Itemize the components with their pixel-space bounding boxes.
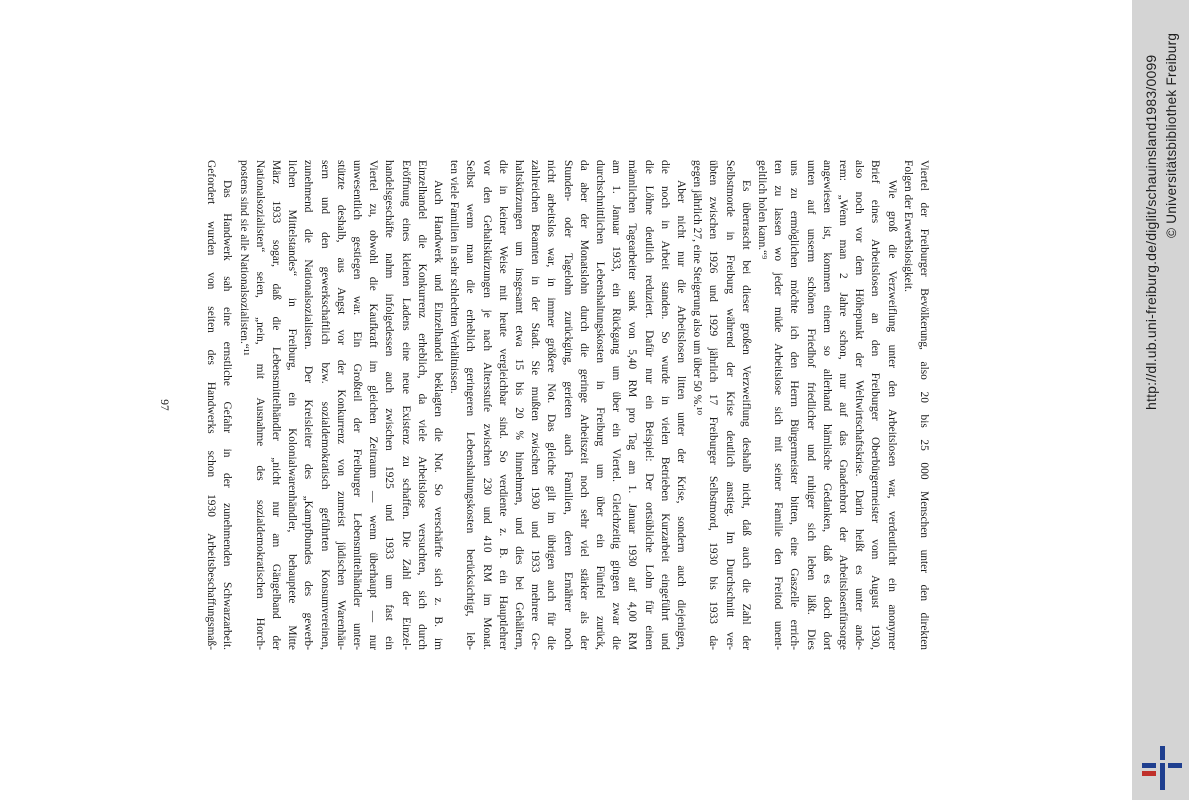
logo-accent	[1142, 771, 1156, 776]
text-line: März 1933 sogar, daß die Lebensmittelhändler „nicht nur am Gängelband der	[270, 160, 282, 650]
text-line: Brief eines Arbeitslosen an den Freiburger Oberbürgermeister vom August 1930,	[869, 160, 882, 650]
text-line: die Löhne deutlich reduziert. Dafür nur ein Beispiel: Der ortsübliche Lohn für einen	[642, 160, 655, 650]
text-line: nicht arbeitslos war, in immer größere Not. Das gleiche gilt im übrigen auch für die	[545, 160, 558, 650]
text-line: zahlreichen Beamten in der Stadt. Sie mußten zwischen 1930 und 1933 mehrere Ge-	[529, 160, 542, 650]
ub-freiburg-logo-icon	[1140, 744, 1184, 792]
text-line: Selbst wenn man die erheblich geringeren Lebenshaltungskosten berücksichtigt, leb-	[464, 160, 477, 650]
text-line: zunehmend die Nationalsozialisten. Der Kreisleiter des „Kampfbundes des gewerb-	[302, 160, 315, 650]
text-line: männlichen Tagearbeiter sank von 5,40 RM pro Tag am 1. Januar 1930 auf 4,00 RM	[626, 160, 639, 650]
text-line: handelsgeschäfte nahm infolgedessen auch zwischen 1925 und 1933 um fast ein	[383, 160, 396, 650]
text-line: Nationalsozialisten“ seien, „nein, mit Ausnahme des sozialdemokratischen Horch-	[253, 160, 266, 650]
text-line: Gefordert wurden von seiten des Handwerks schon 1930 Arbeitsbeschaffungsmaß-	[205, 160, 218, 650]
text-line: Viertel der Freiburger Bevölkerung, also 20 bis 25 000 Menschen unter den direkten	[918, 160, 930, 650]
text-line: gegen jährlich 27, eine Steigerung also um über 50 %.¹⁰	[691, 160, 704, 416]
text-line: die in keiner Weise mit heute vergleichbar sind. So verdiente z. B. ein Hauptlehrer	[496, 160, 509, 650]
text-line: unten auf unserm schönen Friedhof friedlicher und ruhiger sich leben läßt. Dies	[804, 160, 817, 650]
text-line: geltlich holen kann.“⁹	[756, 160, 768, 260]
text-line: Auch Handwerk und Einzelhandel beklagten die Not. So verschärfte sich z. B. im	[432, 180, 444, 650]
text-line: Folgen der Erwerbslosigkeit.	[901, 160, 914, 292]
text-line: angewiesen ist, kommen einem so allerhand hämlische Gedanken, daß es doch dort	[820, 160, 833, 650]
text-line: Es überrascht bei dieser großen Verzweiflung deshalb nicht, daß auch die Zahl der	[739, 180, 752, 650]
text-line: Wie groß die Verzweiflung unter den Arbeitslosen war, verdeutlicht ein anonymer	[885, 180, 898, 650]
text-line: ten zu lassen wo jeder müde Arbeitslose sich mit seiner Familie den Freitod unent-	[772, 160, 785, 650]
viewer-sidebar	[1132, 0, 1189, 800]
copyright-notice: © Universitätsbibliothek Freiburg	[1164, 32, 1179, 238]
text-line: unwesentlich gestiegen war. Ein Großteil der Freiburger Lebensmittelhändler unter-	[351, 160, 363, 650]
document-url-link[interactable]: http://dl.ub.uni-freiburg.de/diglit/schauinsland1983/0099	[1143, 54, 1159, 410]
text-line: Einzelhandel die Konkurrenz erheblich, da viele Arbeitslose versuchten, sich durch	[415, 160, 428, 650]
text-line: am 1. Januar 1933, ein Rückgang um über ein Viertel. Gleichzeitig gingen zwar die	[610, 160, 623, 650]
text-line: da aber der Monatslohn durch die geringe Arbeitszeit noch sehr viel stärker als der	[577, 160, 590, 650]
text-line: Stunden- oder Tagelohn zurückging, gerieten auch Familien, deren Ernährer noch	[561, 160, 574, 650]
logo-bar-top	[1160, 746, 1165, 760]
text-line: Das Handwerk sah eine ernstliche Gefahr in der zunehmenden Schwarzarbeit.	[221, 180, 234, 650]
text-line: stützte deshalb, aus Angst vor der Konkurrenz von zumeist jüdischen Warenhäu-	[334, 160, 347, 650]
text-line: haltskürzungen um insgesamt etwa 15 bis 20 % hinnehmen, und dies bei Gehältern,	[513, 160, 525, 650]
text-line: postens sind sie alle Nationalsozialisten.“¹¹	[237, 160, 250, 356]
logo-bar-center	[1160, 763, 1165, 790]
text-line: Aber nicht nur die Arbeitslosen litten unter der Krise, sondern auch diejenigen,	[675, 180, 687, 650]
text-line: ten viele Familien in sehr schlechten Verhältnissen.	[448, 160, 461, 394]
text-line: die noch in Arbeit standen. So wurde in vielen Betrieben Kurzarbeit eingeführt und	[658, 160, 671, 650]
logo-bar-right	[1168, 763, 1182, 768]
page-number: 97	[158, 399, 170, 411]
text-line: Viertel zu, obwohl die Kaufkraft im gleichen Zeitraum — wenn überhaupt — nur	[367, 160, 380, 650]
text-line: Eröffnung eines kleinen Ladens eine neue Existenz zu schaffen. Die Zahl der Einzel-	[399, 160, 412, 650]
text-line: vor den Gehaltskürzungen je nach Altersstufe zwischen 230 und 410 RM im Monat.	[480, 160, 493, 650]
text-line: lichen Mittelstandes“ in Freiburg, ein Kolonialwarenhändler, behauptete Mitte	[286, 160, 299, 650]
logo-bar-left	[1142, 763, 1156, 768]
text-line: also noch vor dem Höhepunkt der Weltwirtschaftskrise. Darin heißt es unter ande-	[853, 160, 866, 650]
text-line: durchschnittlichen Lebenshaltungskosten in Freiburg um über ein Fünftel zurück,	[594, 160, 606, 650]
text-line: sern und den gewerkschaftlich bzw. sozialdemokratisch geführten Konsumvereinen,	[318, 160, 331, 650]
text-line: übten zwischen 1926 und 1929 jährlich 17 Freiburger Selbstmord, 1930 bis 1933 da-	[707, 160, 720, 650]
rotated-page	[158, 160, 930, 650]
text-line: uns zu ermöglichen möchte ich den Herrn Bürgermeister bitten, eine Gaszelle errich-	[788, 160, 801, 650]
text-line: Selbstmorde in Freiburg während der Krise deutlich anstieg. Im Durchschnitt ver-	[723, 160, 736, 650]
text-line: rem: „Wenn man 2 Jahre schon, nur auf das Gnadenbrot der Arbeitslosenfürsorge	[837, 160, 849, 650]
